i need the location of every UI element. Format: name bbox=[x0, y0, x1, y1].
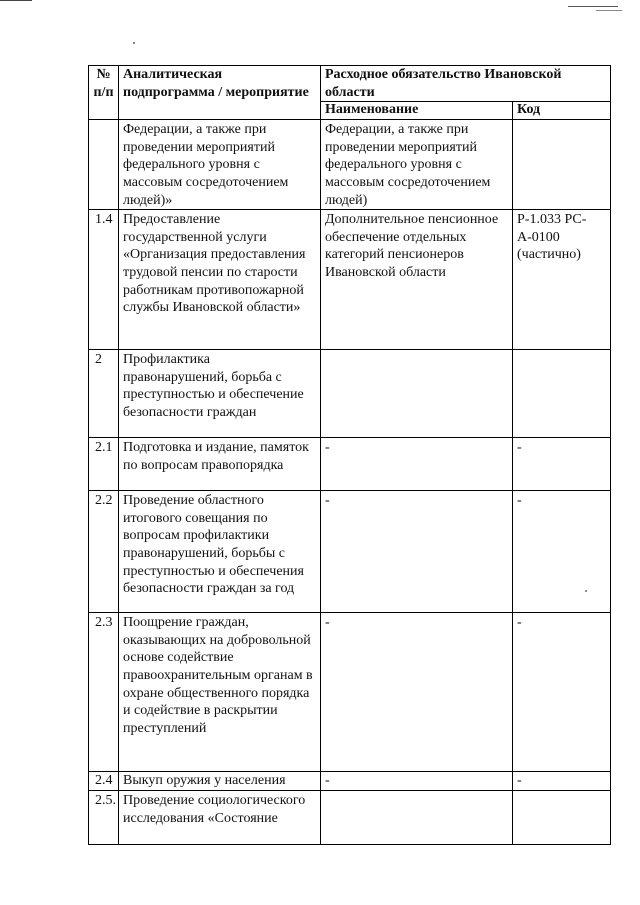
row-activity: Предоставление государственной услуги «Организация предоставления трудовой пенсии по старости работникам противопожарной службы Ивановской области» bbox=[119, 210, 321, 350]
table-row bbox=[89, 791, 611, 845]
top-left-rule bbox=[0, 0, 32, 1]
table-row bbox=[89, 350, 611, 438]
header-program: Аналитическая подпрограмма / мероприятие bbox=[119, 66, 321, 120]
header-number: № п/п bbox=[89, 66, 119, 120]
row-obligation-name: - bbox=[321, 613, 513, 772]
header-code: Код bbox=[513, 102, 611, 120]
scan-speck bbox=[133, 42, 135, 44]
row-number: 2.2 bbox=[89, 491, 119, 613]
row-obligation-name: Дополнительное пенсионное обеспечение отдельных категорий пенсионеров Ивановской области bbox=[321, 210, 513, 350]
table-row bbox=[89, 120, 611, 210]
row-obligation-name: - bbox=[321, 772, 513, 791]
row-obligation-name bbox=[321, 350, 513, 438]
row-activity: Профилактика правонарушений, борьба с преступностью и обеспечение безопасности граждан bbox=[119, 350, 321, 438]
row-activity: Поощрение граждан, оказывающих на добровольной основе содействие правоохранительным органам в охране общественного порядка и содействие в раскрытии преступлений bbox=[119, 613, 321, 772]
budget-obligations-table bbox=[88, 65, 611, 845]
row-activity: Проведение областного итогового совещания по вопросам профилактики правонарушений, борьбы с преступностью и обеспечения безопасности граждан за год bbox=[119, 491, 321, 613]
table-row bbox=[89, 491, 611, 613]
row-obligation-name: Федерации, а также при проведении мероприятий федерального уровня с массовым сосредоточением людей) bbox=[321, 120, 513, 210]
table-header-row bbox=[89, 66, 611, 102]
table-row bbox=[89, 438, 611, 491]
row-code: Р-1.033 РС-А-0100 (частично) bbox=[513, 210, 611, 350]
row-activity: Подготовка и издание, памяток по вопросам правопорядка bbox=[119, 438, 321, 491]
row-activity: Федерации, а также при проведении мероприятий федерального уровня с массовым сосредоточением людей)» bbox=[119, 120, 321, 210]
row-activity: Проведение социологического исследования «Состояние bbox=[119, 791, 321, 845]
row-number bbox=[89, 120, 119, 210]
row-number: 1.4 bbox=[89, 210, 119, 350]
top-right-rule bbox=[568, 6, 618, 7]
header-name: Наименование bbox=[321, 102, 513, 120]
row-number: 2 bbox=[89, 350, 119, 438]
row-number: 2.1 bbox=[89, 438, 119, 491]
top-right-rule-short bbox=[596, 10, 622, 11]
row-code: - bbox=[513, 491, 611, 613]
row-code: - bbox=[513, 613, 611, 772]
row-obligation-name: - bbox=[321, 491, 513, 613]
row-code bbox=[513, 120, 611, 210]
table-row bbox=[89, 772, 611, 791]
header-obligation: Расходное обязательство Ивановской области bbox=[321, 66, 611, 102]
row-code bbox=[513, 350, 611, 438]
row-code: - bbox=[513, 772, 611, 791]
row-code: - bbox=[513, 438, 611, 491]
row-number: 2.3 bbox=[89, 613, 119, 772]
row-number: 2.4 bbox=[89, 772, 119, 791]
table-row bbox=[89, 210, 611, 350]
row-code bbox=[513, 791, 611, 845]
row-number: 2.5. bbox=[89, 791, 119, 845]
table-row bbox=[89, 613, 611, 772]
row-obligation-name: - bbox=[321, 438, 513, 491]
row-activity: Выкуп оружия у населения bbox=[119, 772, 321, 791]
row-obligation-name bbox=[321, 791, 513, 845]
